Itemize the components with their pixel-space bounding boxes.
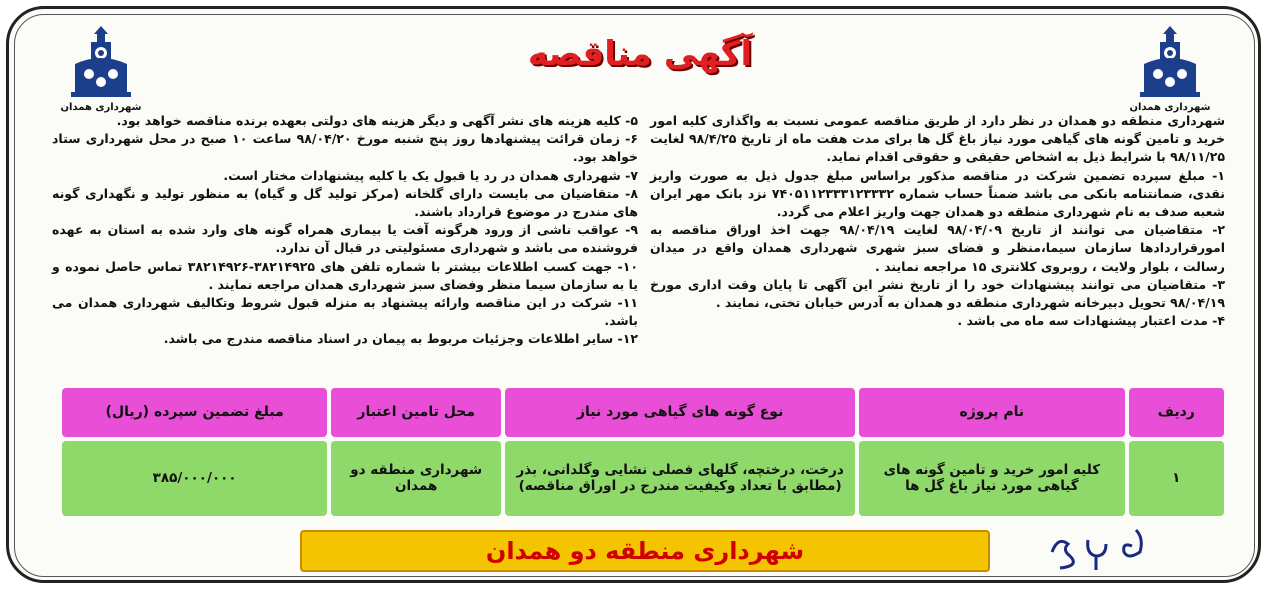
- table-header-row: [62, 388, 1224, 437]
- footer-banner: شهرداری منطقه دو همدان: [300, 530, 990, 572]
- header-row-number: ردیف: [1129, 388, 1225, 437]
- clause-8: ۸- متقاضیان می بایست دارای گلخانه (مرکز تولید گل و گیاه) به منظور تولید و نگهداری گونه های مندرج در موضوع قرارداد باشند.: [52, 185, 638, 220]
- tender-table: [58, 384, 1228, 520]
- handwritten-number: [1040, 522, 1180, 576]
- cell-row-number: ۱: [1129, 441, 1225, 516]
- clause-4: ۴- مدت اعتبار پیشنهادات سه ماه می باشد .: [957, 313, 1225, 329]
- header-deposit-amount: مبلغ تضمین سپرده (ریال): [62, 388, 327, 437]
- clause-2: ۲- متقاضیان می توانند از تاریخ ۹۸/۰۴/۰۹ لغایت ۹۸/۰۴/۱۹ جهت اخذ اوراق مناقصه به امورقراردادها سازمان سیما،منظر و فضای سبز شهری شهرداری همدان واقع در میدان رسالت ، بلوار ولایت ، روبروی کلانتری ۱۵ مراجعه نمایند .: [650, 222, 1226, 274]
- cell-project-name: کلیه امور خرید و تامین گونه های گیاهی مورد نیاز باغ گل ها: [859, 441, 1124, 516]
- header-plant-types: نوع گونه های گیاهی مورد نیاز: [505, 388, 855, 437]
- clause-10: ۱۰- جهت کسب اطلاعات بیشتر با شماره تلفن های ۳۸۲۱۴۹۲۵-۳۸۲۱۴۹۲۶ تماس حاصل نموده و یا به سازمان سیما منظر وفضای سبز شهرداری همدان مراجعه نمایند .: [52, 258, 638, 292]
- cell-funding-source: شهرداری منطقه دو همدان: [331, 441, 501, 516]
- clause-12: ۱۲- سایر اطلاعات وجزئیات مربوط به پیمان در اسناد مناقصه مندرج می باشد.: [163, 331, 638, 347]
- clause-6: ۶- زمان قرائت پیشنهادها روز پنج شنبه مورخ ۹۸/۰۴/۲۰ ساعت ۱۰ صبح در محل شهرداری ستاد خواهد بود.: [52, 131, 638, 165]
- cell-plant-types: درخت، درختچه، گلهای فصلی نشایی وگلدانی، بذر (مطابق با تعداد وکیفیت مندرج در اوراق مناقصه): [505, 441, 855, 516]
- logo-caption-right: شهرداری همدان: [1129, 102, 1211, 113]
- left-column-text: [52, 112, 638, 349]
- clause-11: ۱۱- شرکت در این مناقصه وارائه پیشنهاد به منزله قبول شروط وتکالیف شهرداری همدان می باشد.: [52, 295, 638, 329]
- municipality-emblem-icon: [61, 22, 141, 100]
- clause-1: ۱- مبلغ سپرده تضمین شرکت در مناقصه مذکور براساس مبلغ جدول ذیل به صورت واریز نقدی، ضمانتنامه بانکی می باشد ضمناً حساب شماره ۷۴۰۵۱۱۲۳۳۳۱۲۳۳۳۲ نزد بانک مهر ایران شعبه صدف به نام شهرداری منطقه دو همدان جهت واریز اعلام می گردد.: [650, 167, 1225, 220]
- table-row: [62, 441, 1224, 516]
- notice-title: آگهی مناقصه: [527, 34, 753, 74]
- municipality-emblem-icon: [1130, 22, 1210, 100]
- header-funding-source: محل تامین اعتبار: [331, 388, 501, 437]
- cell-deposit-amount: ۳۸۵/۰۰۰/۰۰۰: [62, 441, 327, 516]
- clause-3: ۳- متقاضیان می توانند پیشنهادات خود را از تاریخ نشر این آگهی تا پایان وقت اداری مورخ ۹۸/۰۴/۱۹ تحویل دبیرخانه شهرداری منطقه دو همدان به آدرس خیابان تختی، نمایند .: [650, 276, 1225, 311]
- clause-9: ۹- عواقب ناشی از ورود هرگونه آفت یا بیماری همراه گونه های وارد شده به استان به عهده فروشنده می باشد و شهرداری مسئولیتی در قبال آن ندارد.: [52, 222, 638, 256]
- clause-7: ۷- شهرداری همدان در رد یا قبول یک یا کلیه پیشنهادات مختار است.: [223, 167, 638, 183]
- intro-paragraph: شهرداری منطقه دو همدان در نظر دارد از طریق مناقصه عمومی نسبت به واگذاری کلیه امور خرید و تامین گونه های گیاهی مورد نیاز باغ گل ها برای مدت هفت ماه از تاریخ ۹۸/۴/۲۵ لغایت ۹۸/۱۱/۲۵ با شرایط ذیل به اشخاص حقیقی و حقوقی اقدام نماید.: [650, 113, 1225, 165]
- header-project-name: نام پروژه: [859, 388, 1124, 437]
- clause-5: ۵- کلیه هزینه های نشر آگهی و دیگر هزینه های دولتی بعهده برنده مناقصه خواهد بود.: [116, 113, 638, 128]
- logo-caption-left: شهرداری همدان: [60, 102, 142, 113]
- right-column-text: [650, 112, 1225, 330]
